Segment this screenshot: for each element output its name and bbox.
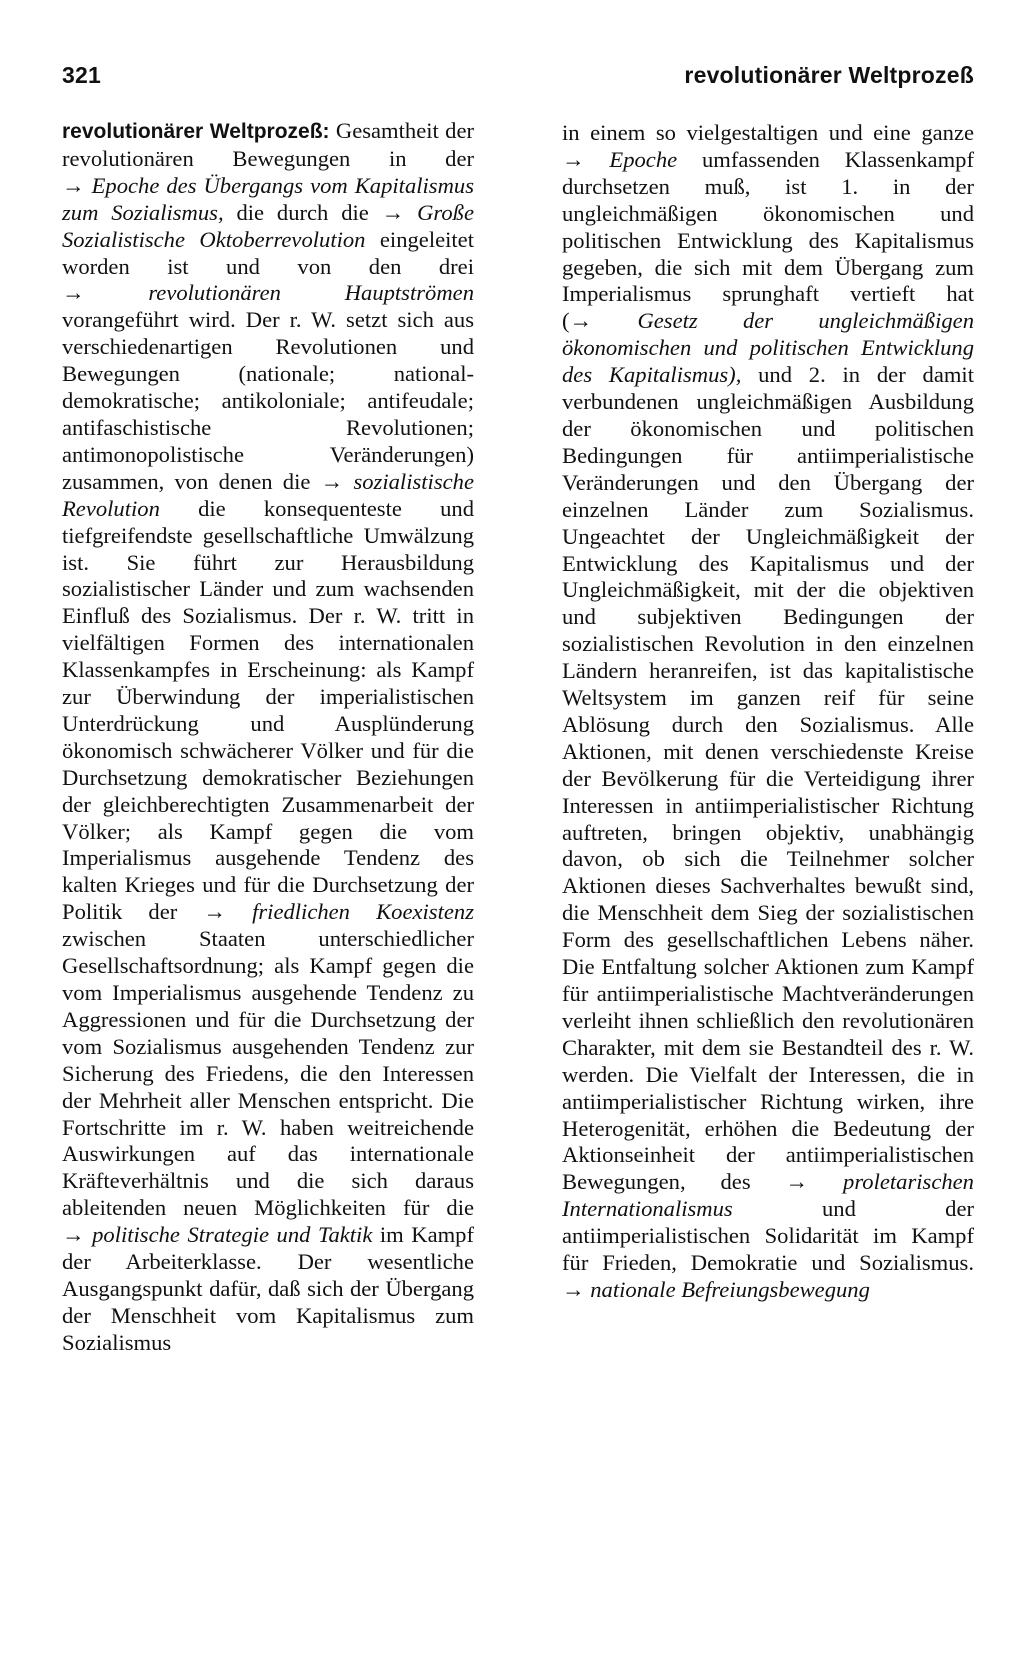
cross-ref-arrow-icon: →: [785, 1169, 809, 1195]
entry-text: umfassenden Klassenkampf durchsetzen muß, ist 1. in der ungleichmäßigen ökonomischen und politischen Entwicklung des Kapitalismus gegeben, die sich mit dem Übergang zum Imperialismus sprunghaft vertieft hat (: [562, 146, 974, 334]
cross-ref-arrow-icon: →: [320, 468, 344, 494]
entry-text: in einem so vielgestaltigen und eine ganze: [562, 120, 974, 145]
cross-ref-arrow-icon: →: [569, 308, 593, 334]
page-number: 321: [62, 62, 101, 88]
cross-ref-arrow-icon: →: [562, 1276, 585, 1302]
cross-reference-link[interactable]: sozialistische Revolution: [62, 468, 474, 521]
cross-ref-arrow-icon: →: [381, 199, 405, 225]
entry-text: und 2. in der damit verbundenen ungleichmäßigen Ausbildung der ökonomischen und politischen Bedingungen für antiimperialistische Veränderungen und den Übergang der einzelnen Länder zum Sozialismus. Ungeachtet der Ungleichmäßigkeit der Entwicklung des Kapitalismus und der Ungleichmäßigkeit, mit der die objektiven und subjektiven Bedingungen der sozialistischen Revolution in den einzelnen Ländern heranreifen, ist das kapitalistische Weltsystem im ganzen reif für seine Ablösung durch den Sozialismus. Alle Aktionen, mit denen verschiedenste Kreise der Bevölkerung für die Verteidigung ihrer Interessen in antiimperialistischer Richtung auftreten, bringen objektiv, unabhängig davon, ob sich die Teilnehmer solcher Aktionen dieses Sachverhaltes bewußt sind, die Menschheit dem Sieg der sozialistischen Form des gesellschaftlichen Lebens näher. Die Entfaltung solcher Aktionen zum Kampf für antiimperialistische Machtveränderungen verleiht ihnen schließlich den revolutionären Charakter, mit dem sie Bestandteil des r. W. werden. Die Vielfalt der Interessen, die in antiimperialistischer Richtung wirken, ihre Heterogenität, erhöhen die Bedeutung der Aktionseinheit der antiimperialistischen Bewegungen, des: [562, 362, 974, 1195]
entry-columns: [62, 118, 974, 1357]
cross-reference-link[interactable]: Große Sozialistische Oktoberrevolution: [62, 199, 474, 252]
right-column: [562, 120, 974, 1357]
cross-ref-arrow-icon: →: [562, 146, 585, 172]
page-header: [62, 62, 974, 89]
entry-text: die konsequenteste und tiefgreifendste gesellschaftliche Umwälzung ist. Sie führt zur Herausbildung sozialistischer Länder und zum wachsenden Einfluß des Sozialismus. Der r. W. tritt in vielfältigen Formen des internationalen Klassenkampfes in Erscheinung: als Kampf zur Überwindung der imperialistischen Unterdrückung und Ausplünderung ökonomisch schwächerer Völker und für die Durchsetzung demokratischer Beziehungen der gleichberechtigten Zusammenarbeit der Völker; als Kampf gegen die vom Imperialismus ausgehende Tendenz des kalten Krieges und für die Durchsetzung der Politik der: [62, 495, 474, 925]
entry-text: im Kampf der Arbeiterklasse. Der wesentliche Ausgangspunkt dafür, daß sich der Übergang der Menschheit vom Kapitalismus zum Sozialismus: [62, 1222, 474, 1355]
running-title: revolutionärer Weltprozeß: [684, 62, 974, 88]
entry-text: Gesamtheit der revolutionären Bewegungen in der: [62, 118, 474, 171]
cross-reference-link[interactable]: Epoche: [609, 146, 678, 172]
cross-reference-link[interactable]: politische Strategie und Taktik: [92, 1222, 373, 1248]
entry-text: zwischen Staaten unterschiedlicher Gesellschaftsordnung; als Kampf gegen die vom Imperialismus ausgehende Tendenz zu Aggressionen und für die Durchsetzung der vom Sozialismus ausgehenden Tendenz zur Sicherung des Friedens, die den Interessen der Mehrheit aller Menschen entspricht. Die Fortschritte im r. W. haben weitreichende Auswirkungen auf das internationale Kräfteverhältnis und die sich daraus ableitenden neuen Möglichkeiten für die: [62, 926, 474, 1221]
cross-reference-link[interactable]: proletarischen Internationalismus: [562, 1169, 974, 1222]
entry-lemma: revolutionärer Weltprozeß:: [62, 120, 330, 143]
entry-paragraph-right: [562, 120, 974, 1304]
cross-reference-link[interactable]: friedlichen Koexistenz: [252, 899, 474, 925]
entry-text: vorangeführt wird. Der r. W. setzt sich aus verschiedenartigen Revolutionen und Bewegungen (nationale; national-demokratische; antikoloniale; antifeudale; antifaschistische Revolutionen; antimonopolistische Veränderungen) zusammen, von denen die: [62, 307, 474, 494]
cross-reference-link[interactable]: Gesetz der ungleichmäßigen ökonomischen und politischen Entwicklung des Kapitalismus),: [562, 308, 974, 388]
entry-text: eingeleitet worden ist und von den drei: [62, 226, 474, 279]
cross-reference-link[interactable]: nationale Befreiungsbewegung: [590, 1276, 870, 1302]
left-column: [62, 118, 474, 1357]
cross-ref-arrow-icon: →: [62, 280, 85, 306]
entry-paragraph-left: [62, 118, 474, 1357]
cross-ref-arrow-icon: →: [203, 899, 226, 925]
cross-ref-arrow-icon: →: [62, 1222, 85, 1248]
cross-reference-link[interactable]: Epoche des Übergangs vom Kapitalismus zum Sozialismus,: [62, 172, 474, 225]
entry-text: und der antiimperialistischen Solidarität im Kampf für Frieden, Demokratie und Sozialismus.: [562, 1196, 974, 1276]
cross-reference-link[interactable]: revolutionären Hauptströmen: [148, 280, 474, 306]
cross-ref-arrow-icon: →: [62, 172, 85, 198]
entry-text: die durch die: [223, 199, 382, 225]
